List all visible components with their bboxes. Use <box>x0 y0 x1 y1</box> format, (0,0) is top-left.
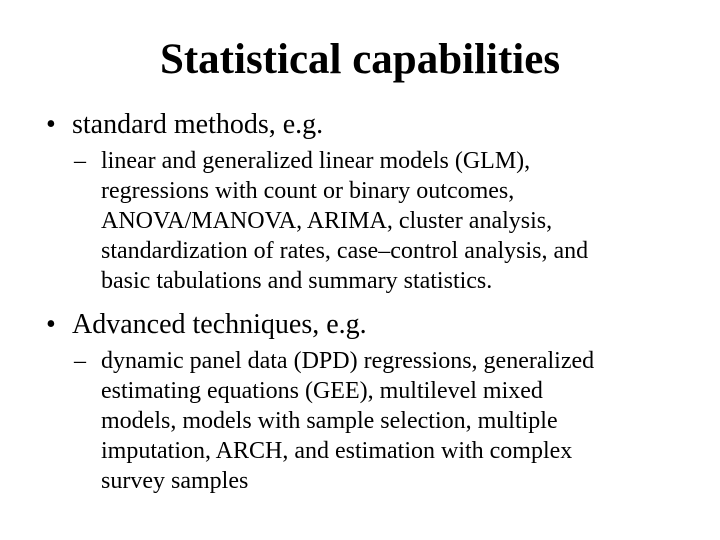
sub-bullet-line: imputation, ARCH, and estimation with complex <box>101 438 573 464</box>
sub-bullet-line: ANOVA/MANOVA, ARIMA, cluster analysis, <box>101 208 553 234</box>
sub-bullet-line: estimating equations (GEE), multilevel mixed <box>101 378 543 404</box>
bullet-marker: • <box>46 309 56 340</box>
bullet-marker: • <box>46 109 56 140</box>
sub-bullet-line: linear and generalized linear models (GLM), <box>101 148 531 174</box>
sub-bullet-line: survey samples <box>101 468 249 494</box>
sub-bullet-line: dynamic panel data (DPD) regressions, generalized <box>101 348 595 374</box>
slide-title: Statistical capabilities <box>159 36 561 83</box>
sub-bullet-dash: – <box>74 148 86 174</box>
bullet-text: Advanced techniques, e.g. <box>72 309 367 340</box>
bullet-text: standard methods, e.g. <box>72 109 324 140</box>
sub-bullet-standard-methods <box>74 146 694 296</box>
sub-bullet-line: models, models with sample selection, multiple <box>101 408 558 434</box>
sub-bullet-advanced-techniques <box>74 346 694 496</box>
bullet-standard-methods <box>46 108 696 142</box>
sub-bullet-line: standardization of rates, case–control analysis, and <box>101 238 589 264</box>
sub-bullet-line: basic tabulations and summary statistics. <box>101 268 493 294</box>
bullet-advanced-techniques <box>46 308 696 342</box>
sub-bullet-dash: – <box>74 348 86 374</box>
sub-bullet-line: regressions with count or binary outcomes, <box>101 178 515 204</box>
